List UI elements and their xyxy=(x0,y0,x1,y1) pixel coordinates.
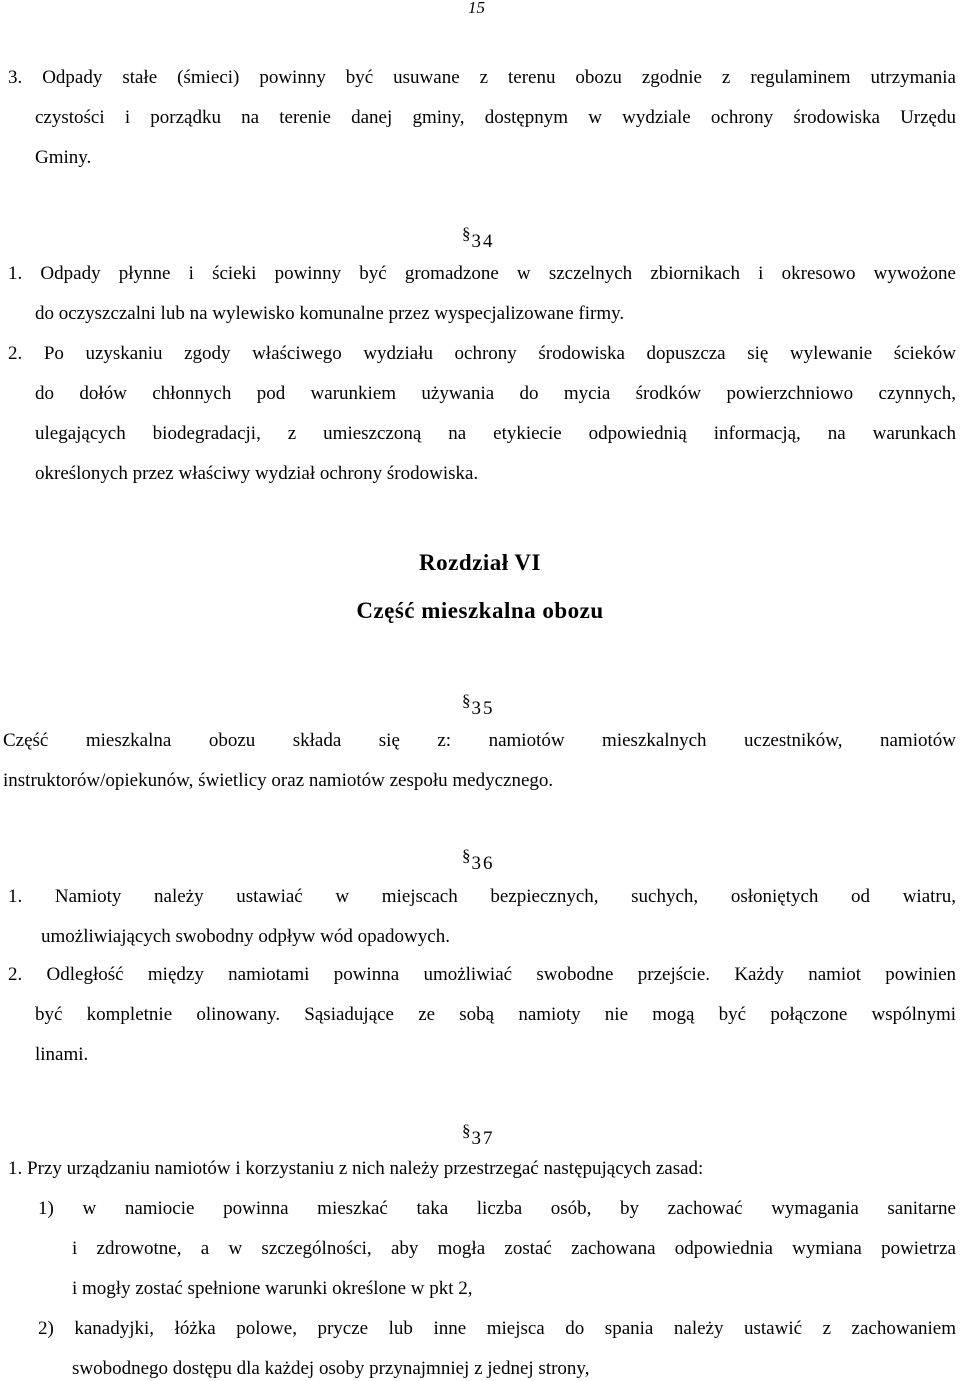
text-line: ulegających biodegradacji, z umieszczoną na etykiecie odpowiednią informacją, na warunkach xyxy=(35,423,956,444)
text-line: określonych przez właściwy wydział ochrony środowiska. xyxy=(35,463,479,484)
text-line: do oczyszczalni lub na wylewisko komunalne przez wyspecjalizowane firmy. xyxy=(35,303,625,324)
section-number: §35 xyxy=(462,691,495,719)
text-line: instruktorów/opiekunów, świetlicy oraz namiotów zespołu medycznego. xyxy=(3,770,554,791)
text-line: być kompletnie olinowany. Sąsiadujące ze sobą namioty nie mogą być połączone wspólnymi xyxy=(35,1004,956,1025)
text-line: umożliwiających swobodny odpływ wód opadowych. xyxy=(41,926,450,947)
text-line: Część mieszkalna obozu składa się z: namiotów mieszkalnych uczestników, namiotów xyxy=(3,730,956,751)
chapter-number: Rozdział VI xyxy=(419,550,541,575)
text-line: 1. Odpady płynne i ścieki powinny być gromadzone w szczelnych zbiornikach i okresowo wywożone xyxy=(8,263,956,284)
text-line: 2. Odległość między namiotami powinna umożliwiać swobodne przejście. Każdy namiot powinien xyxy=(8,964,956,985)
section-number: §37 xyxy=(462,1121,495,1149)
text-line: 2) kanadyjki, łóżka polowe, prycze lub inne miejsca do spania należy ustawić z zachowaniem xyxy=(38,1318,956,1339)
text-line: 2. Po uzyskaniu zgody właściwego wydziału ochrony środowiska dopuszcza się wylewanie ścieków xyxy=(8,343,956,364)
text-line: 3. Odpady stałe (śmieci) powinny być usuwane z terenu obozu zgodnie z regulaminem utrzymania xyxy=(8,67,956,88)
text-line: 1. Przy urządzaniu namiotów i korzystaniu z nich należy przestrzegać następujących zasad: xyxy=(8,1158,704,1179)
text-line: i mogły zostać spełnione warunki określone w pkt 2, xyxy=(72,1278,473,1299)
section-number: §34 xyxy=(462,224,495,252)
text-line: linami. xyxy=(35,1044,89,1065)
section-number: §36 xyxy=(462,846,495,874)
chapter-title: Część mieszkalna obozu xyxy=(356,598,604,623)
text-line: 1. Namioty należy ustawiać w miejscach bezpiecznych, suchych, osłoniętych od wiatru, xyxy=(8,886,956,907)
text-line: swobodnego dostępu dla każdej osoby przynajmniej z jednej strony, xyxy=(72,1358,590,1379)
text-line: 1) w namiocie powinna mieszkać taka liczba osób, by zachować wymagania sanitarne xyxy=(38,1198,956,1219)
text-line: i zdrowotne, a w szczególności, aby mogła zostać zachowana odpowiednia wymiana powietrza xyxy=(72,1238,956,1259)
text-line: czystości i porządku na terenie danej gminy, dostępnym w wydziale ochrony środowiska Urzędu xyxy=(35,107,956,128)
page-number: 15 xyxy=(468,0,485,17)
text-line: Gminy. xyxy=(35,147,92,168)
text-line: do dołów chłonnych pod warunkiem używania do mycia środków powierzchniowo czynnych, xyxy=(35,383,956,404)
